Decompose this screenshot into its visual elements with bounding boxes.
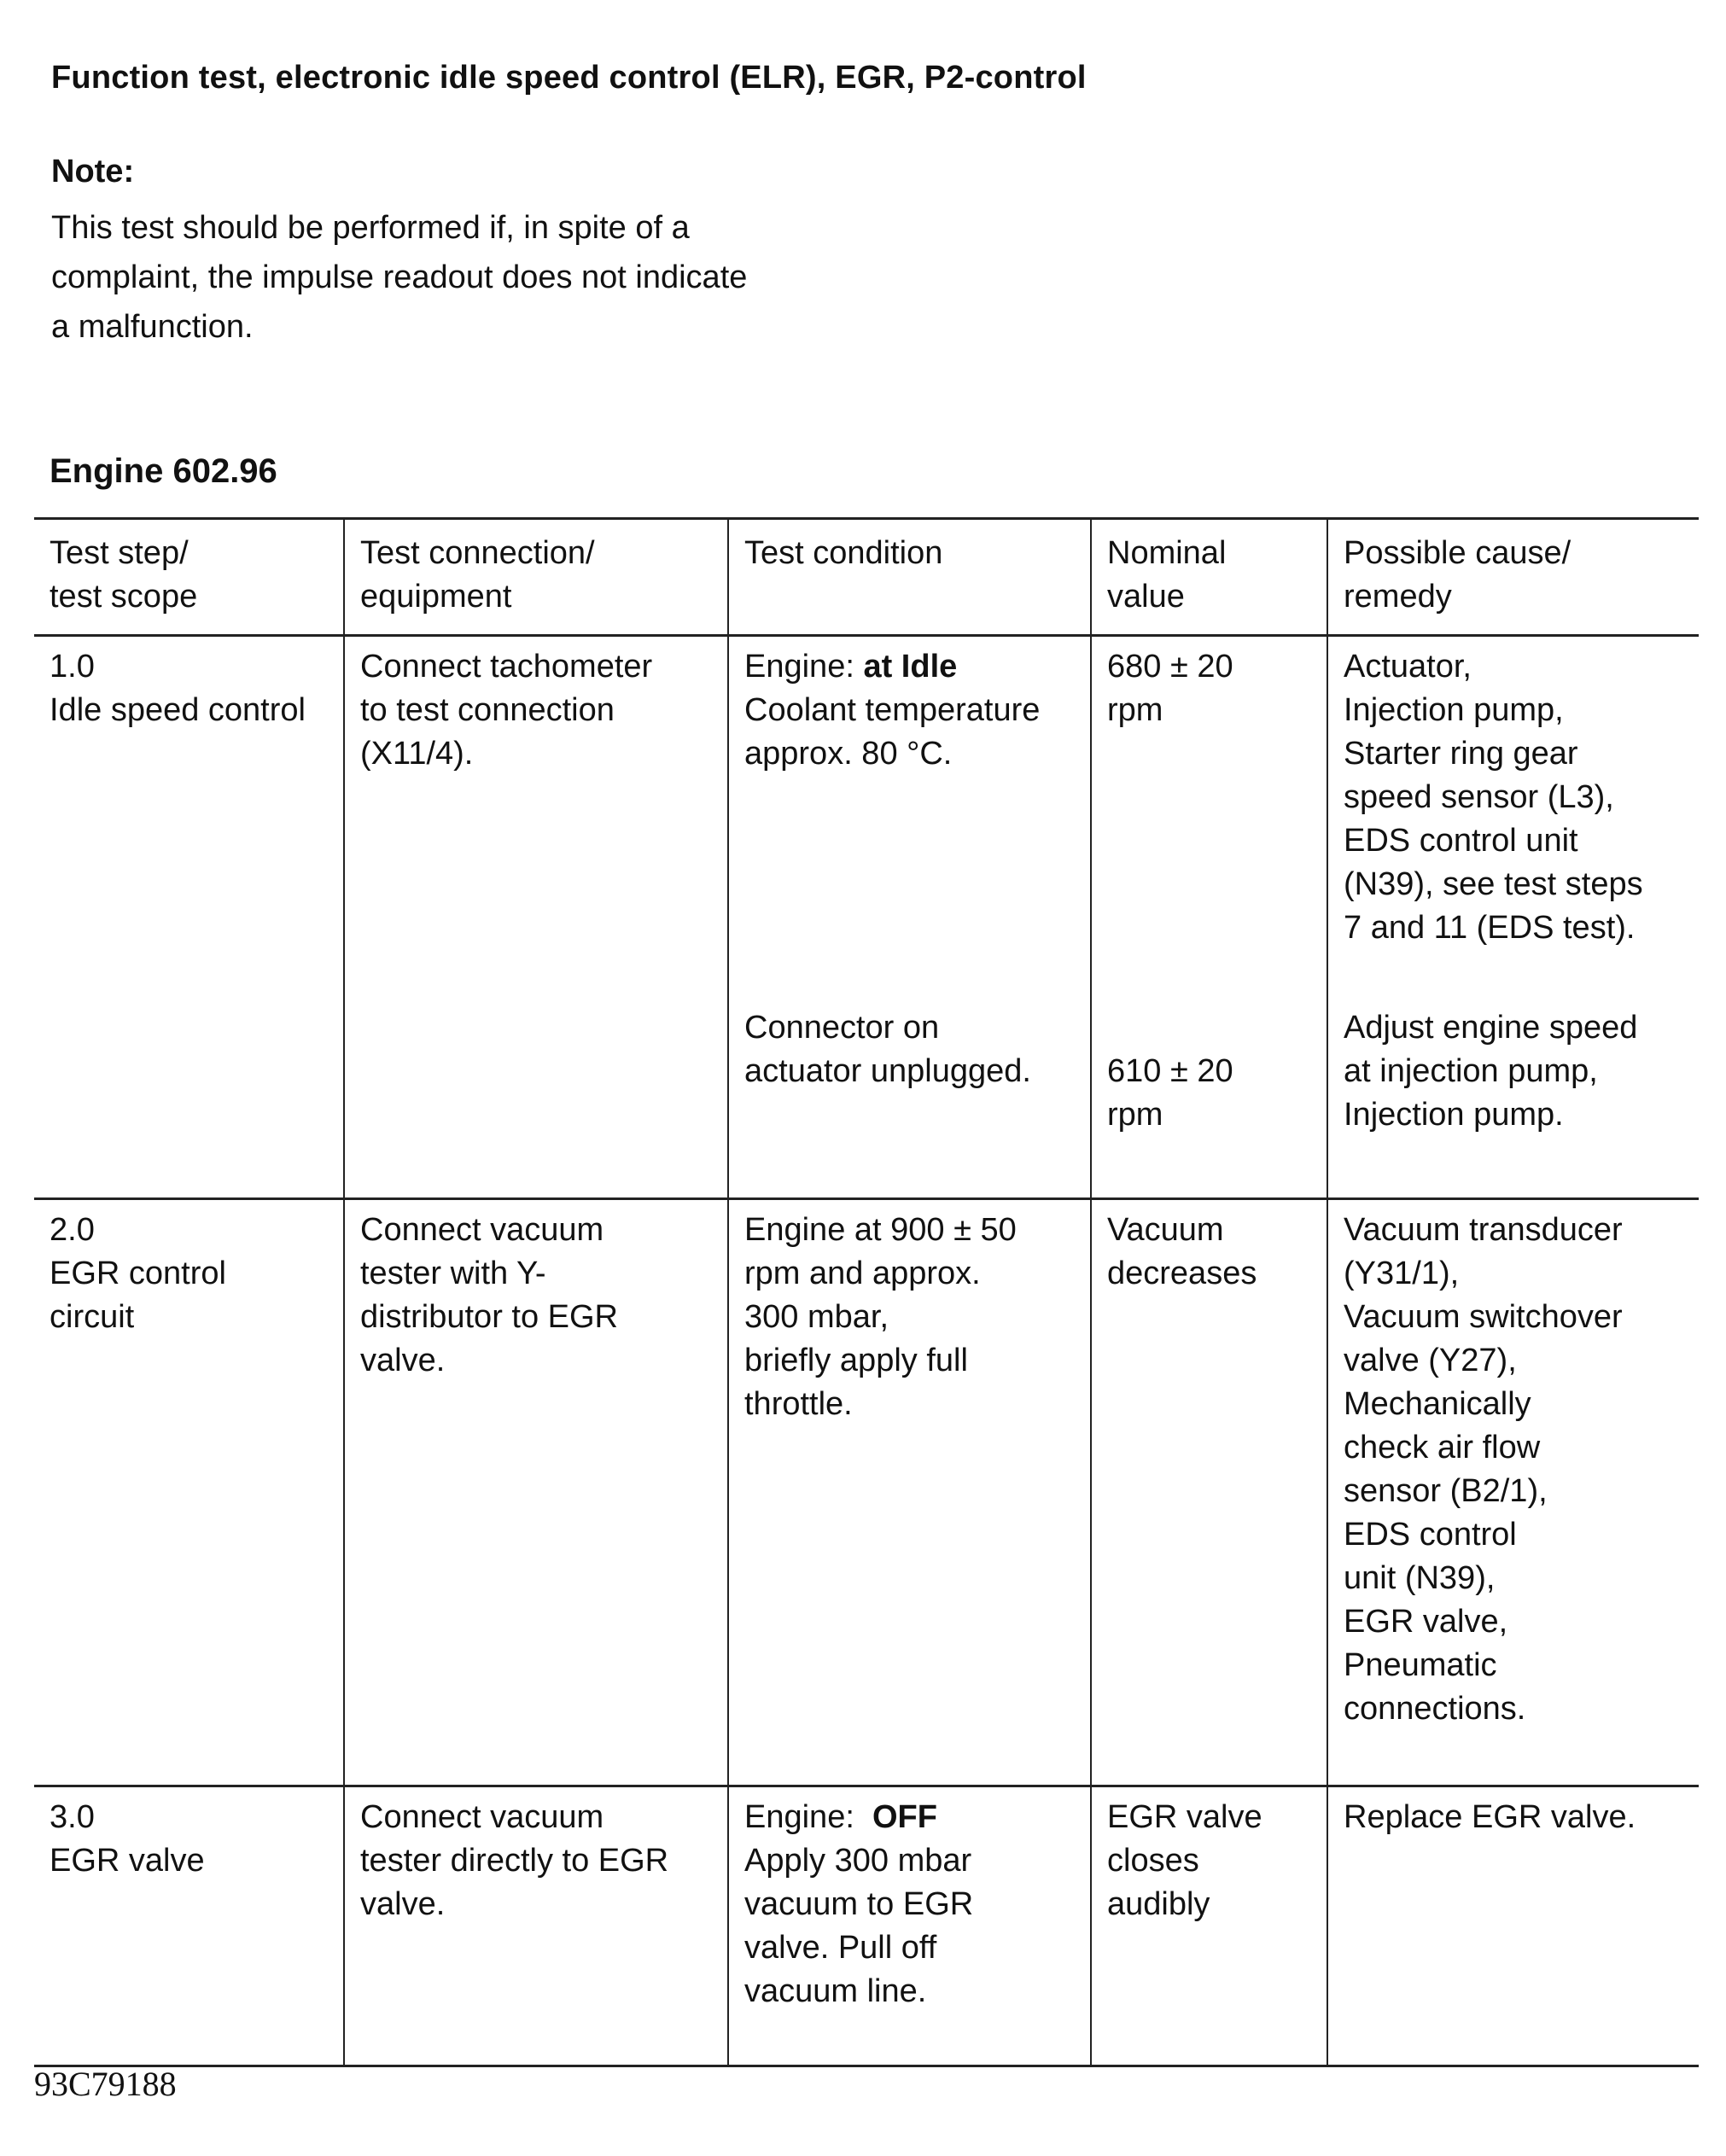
condition-rest: Apply 300 mbar vacuum to EGR valve. Pull off vacuum line.: [744, 1843, 974, 2009]
condition-bold: OFF: [872, 1799, 937, 1835]
cause-a: Actuator, Injection pump, Starter ring gear speed sensor (L3), EDS control unit (N39), see test steps 7 and 11 (EDS test).: [1344, 649, 1643, 946]
table-row: [34, 636, 1699, 1199]
table-row: [34, 1199, 1699, 1786]
cause-b: Adjust engine speed at injection pump, Injection pump.: [1344, 1010, 1638, 1133]
nominal-cell: EGR valve closes audibly: [1091, 1786, 1327, 2066]
condition-a-rest: Coolant temperature approx. 80 °C.: [744, 692, 1041, 772]
engine-label: Engine 602.96: [50, 452, 277, 490]
test-table: [34, 517, 1699, 2067]
condition-cell: Engine at 900 ± 50 rpm and approx. 300 mbar, briefly apply full throttle.: [728, 1199, 1091, 1786]
document-title: Function test, electronic idle speed control (ELR), EGR, P2-control: [51, 60, 1087, 96]
table-header-row: [34, 519, 1699, 636]
header-test-step: Test step/ test scope: [34, 519, 344, 636]
condition-a: [744, 645, 1076, 689]
condition-cell: [728, 1786, 1091, 2066]
cause-cell: [1327, 636, 1699, 1199]
connection-cell: Connect vacuum tester directly to EGR valve.: [344, 1786, 728, 2066]
condition-a-bold: at Idle: [863, 649, 958, 685]
header-possible-cause: Possible cause/ remedy: [1327, 519, 1699, 636]
condition-b: Connector on actuator unplugged.: [744, 1010, 1031, 1089]
header-nominal-value: Nominal value: [1091, 519, 1327, 636]
step-cell: 1.0 Idle speed control: [34, 636, 344, 1199]
condition-cell: [728, 636, 1091, 1199]
condition-a-prefix: Engine:: [744, 649, 864, 685]
header-test-condition: Test condition: [728, 519, 1091, 636]
header-test-connection: Test connection/ equipment: [344, 519, 728, 636]
nominal-b: 610 ± 20 rpm: [1107, 1053, 1233, 1133]
note-label: Note:: [51, 154, 135, 189]
connection-cell: Connect tachometer to test connection (X11/4).: [344, 636, 728, 1199]
cause-cell: Vacuum transducer (Y31/1), Vacuum switchover valve (Y27), Mechanically check air flow sensor (B2/1), EDS control unit (N39), EGR valve, Pneumatic connections.: [1327, 1199, 1699, 1786]
step-cell: 2.0 EGR control circuit: [34, 1199, 344, 1786]
note-text: This test should be performed if, in spite of a complaint, the impulse readout does not indicate a malfunction.: [51, 210, 748, 345]
step-cell: 3.0 EGR valve: [34, 1786, 344, 2066]
nominal-cell: Vacuum decreases: [1091, 1199, 1327, 1786]
condition-line: [744, 1796, 1076, 1839]
condition-prefix: Engine:: [744, 1799, 872, 1835]
nominal-a: 680 ± 20 rpm: [1107, 649, 1233, 728]
connection-cell: Connect vacuum tester with Y- distributor to EGR valve.: [344, 1199, 728, 1786]
table-row: [34, 1786, 1699, 2066]
reference-code: 93C79188: [34, 2065, 177, 2103]
nominal-cell: [1091, 636, 1327, 1199]
cause-cell: Replace EGR valve.: [1327, 1786, 1699, 2066]
